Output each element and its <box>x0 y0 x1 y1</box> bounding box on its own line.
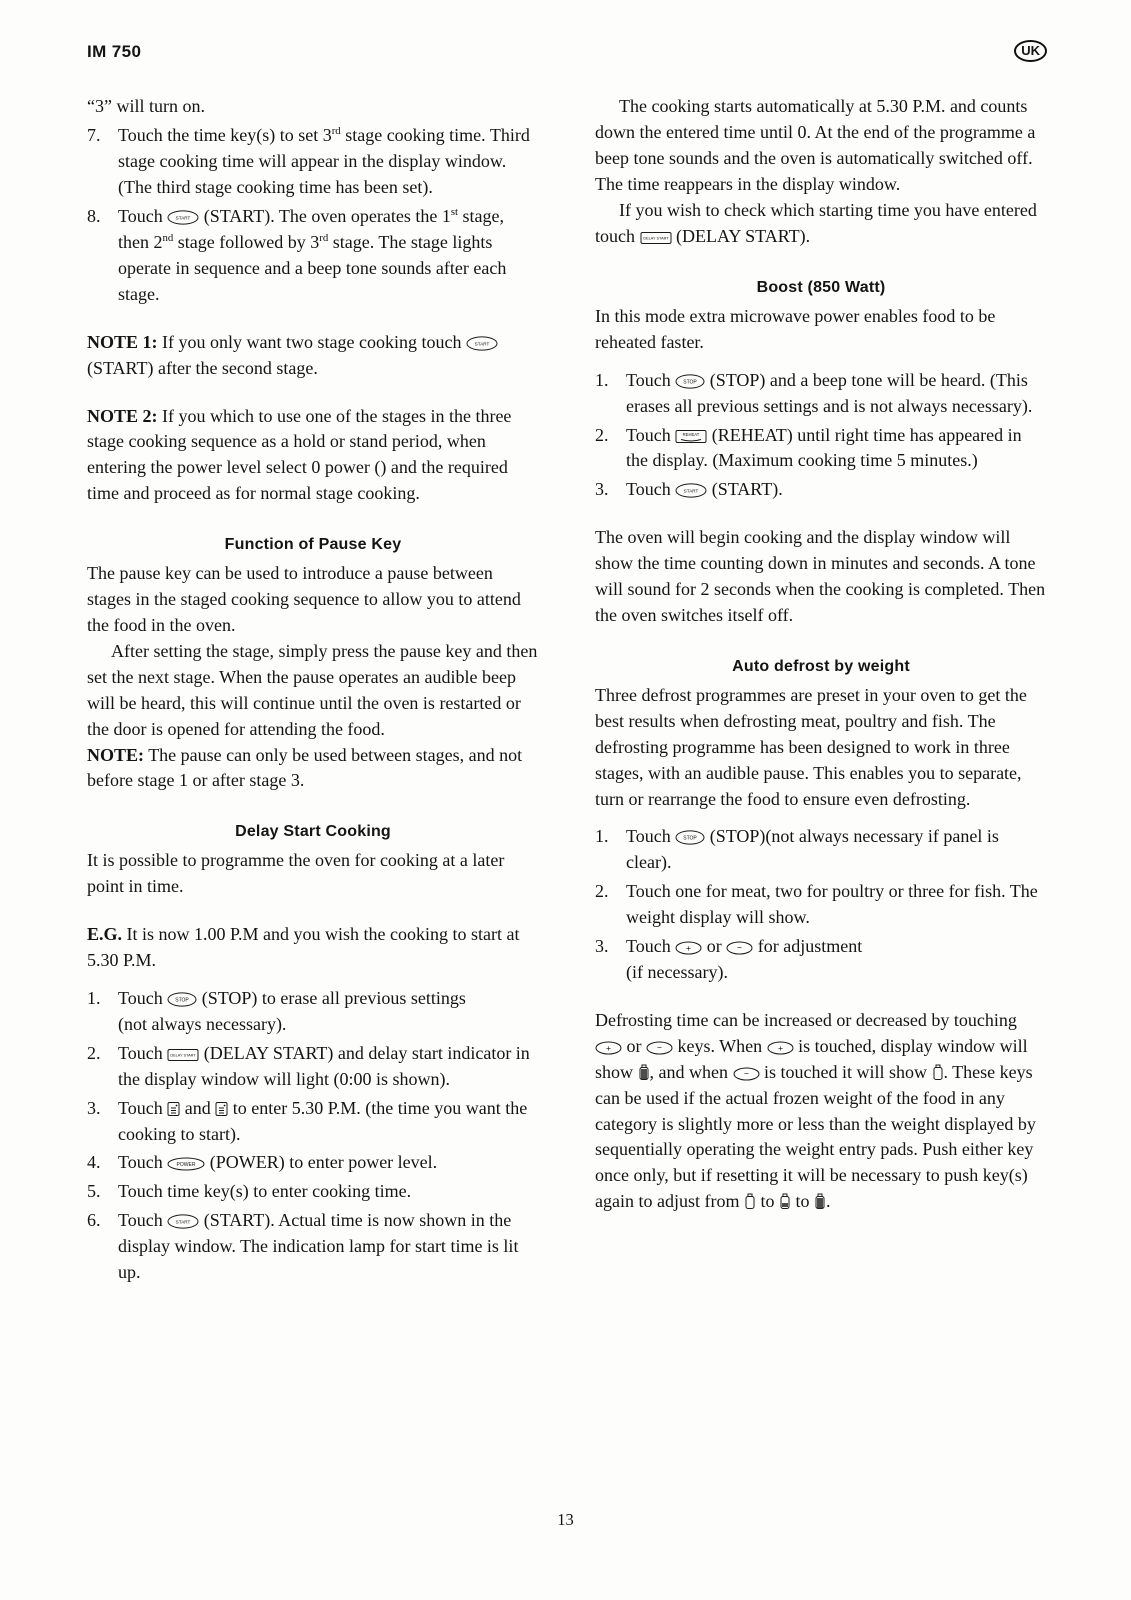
delay-step-6 <box>87 1208 539 1286</box>
step-number: 6. <box>87 1210 101 1231</box>
heading-auto-defrost: Auto defrost by weight <box>732 657 910 675</box>
text-run: for adjustment <box>753 936 863 957</box>
svg-text:POWER: POWER <box>176 1162 196 1169</box>
step-text <box>118 204 539 308</box>
cooking-starts-paragraph: The cooking starts automatically at 5.30 P.M. and counts down the entered time until 0. At the end of the programme a beep tone sounds and the oven is automatically switched off. The time reappears in the display window. <box>595 96 1036 195</box>
note-1 <box>87 330 539 382</box>
step-number: 2. <box>595 424 609 445</box>
right-column <box>595 94 1047 1286</box>
pause-key-paragraph-2: After setting the stage, simply press the pause key and then set the next stage. When the pause operates an audible beep will be heard, this will continue until the oven is restarted or the door is opened for attending the food. <box>87 640 538 739</box>
text-run: (DELAY START) and delay start indicator in the display window will light (0:00 is shown). <box>118 1042 530 1089</box>
text-run: Touch <box>626 936 676 957</box>
defrost-step-1 <box>595 824 1047 876</box>
example-label: E.G. <box>87 924 123 945</box>
text-run: Touch <box>118 206 168 227</box>
start-key-icon <box>675 483 707 498</box>
minus-key-icon <box>733 1067 760 1081</box>
uk-region-badge: UK <box>1014 40 1047 62</box>
ordinal-suffix: rd <box>319 232 329 244</box>
minus-key-icon <box>646 1041 673 1055</box>
step-text <box>118 986 539 1038</box>
example-paragraph <box>87 922 539 974</box>
note-label: NOTE 2: <box>87 405 158 426</box>
step-text <box>118 1150 539 1176</box>
text-run: If you wish to check which starting time you have entered touch <box>595 200 1037 246</box>
ordinal-suffix: st <box>450 206 459 219</box>
text-run: (STOP) to erase all previous settings <box>197 988 466 1008</box>
text-run: (REHEAT) until right time has appeared in the display. (Maximum cooking time 5 minutes.) <box>626 424 1022 471</box>
svg-text:DELAY START: DELAY START <box>170 1053 196 1058</box>
svg-text:−: − <box>657 1042 662 1053</box>
text-run: It is now 1.00 P.M and you wish the cooking to start at 5.30 P.M. <box>87 924 520 971</box>
text-run: . These keys can be used if the actual frozen weight of the food in any category is slightly more or less than the weight displayed by sequentially operating the weight entry pads. Push either key once only, but if resetting it will be necessary to push key(s) again to adjust from <box>595 1061 1036 1212</box>
step-item-8 <box>87 204 539 308</box>
delay-start-intro: It is possible to programme the oven for cooking at a later point in time. <box>87 850 505 897</box>
heading-delay-start-cooking: Delay Start Cooking <box>235 823 391 841</box>
continuation-line: “3” will turn on. <box>87 96 205 117</box>
power-key-icon <box>167 1157 205 1171</box>
step-number: 2. <box>595 881 609 902</box>
step-text <box>118 123 539 201</box>
text-run: Touch <box>626 479 676 500</box>
check-start-time-paragraph <box>595 198 1047 250</box>
svg-text:STOP: STOP <box>175 997 189 1004</box>
svg-text:+: + <box>777 1042 783 1053</box>
text-run: (START). The oven operates the 1 <box>199 206 451 227</box>
text-run: The pause can only be used between stages, and not before stage 1 or after stage 3. <box>87 744 523 791</box>
step-text <box>626 423 1047 475</box>
boost-step-2 <box>595 423 1047 475</box>
text-run: (STOP)(not always necessary if panel is clear). <box>626 826 999 873</box>
text-run: , and when <box>649 1061 733 1082</box>
step-text <box>118 1041 539 1093</box>
step-text: Touch one for meat, two for poultry or three for fish. The weight display will show. <box>626 881 1038 928</box>
note-label: NOTE 1: <box>87 331 158 352</box>
defrost-intro: Three defrost programmes are preset in your oven to get the best results when defrosting meat, poultry and fish. The defrosting programme has been designed to work in three stages, with an audible pause. This enables you to separate, turn or rearrange the food to ensure even defrosting. <box>595 684 1027 809</box>
minus-key-icon <box>726 941 753 955</box>
time-key-icon <box>215 1101 228 1117</box>
text-run: and <box>180 1097 216 1118</box>
svg-text:START: START <box>175 215 191 221</box>
svg-text:START: START <box>175 1219 191 1225</box>
text-run: Touch <box>626 826 676 847</box>
defrost-step-2 <box>595 879 1047 931</box>
delay-step-1 <box>87 986 539 1038</box>
boost-steps <box>595 368 1047 504</box>
text-run: to <box>790 1191 814 1212</box>
defrost-step-3 <box>595 934 1047 986</box>
step-number: 3. <box>595 479 609 500</box>
page-header <box>87 40 1047 64</box>
text-run: (POWER) to enter power level. <box>205 1152 438 1173</box>
text-run: is touched it will show <box>759 1061 932 1082</box>
svg-text:−: − <box>743 1068 749 1079</box>
heading-function-of-pause-key: Function of Pause Key <box>224 536 402 554</box>
text-run: Touch <box>118 1152 168 1173</box>
text-run: Touch <box>118 1210 168 1231</box>
step-text <box>626 824 1047 876</box>
delay-start-key-icon <box>167 1048 199 1062</box>
delay-step-2 <box>87 1041 539 1093</box>
start-key-icon <box>167 210 199 225</box>
text-run: stage followed by 3 <box>173 232 320 252</box>
boost-step-1 <box>595 368 1047 420</box>
text-run: (START) after the second stage. <box>87 357 318 378</box>
step-text: Touch time key(s) to enter cooking time. <box>118 1181 412 1202</box>
step-number: 4. <box>87 1152 101 1173</box>
defrost-level-2-icon <box>779 1193 791 1210</box>
delay-step-5 <box>87 1179 539 1205</box>
reheat-key-icon <box>675 429 707 444</box>
text-run: Touch <box>118 1097 168 1118</box>
plus-key-icon <box>675 941 702 955</box>
text-run: Touch <box>118 1042 168 1063</box>
defrost-adjustment-paragraph <box>595 1008 1047 1215</box>
text-run: Touch <box>626 424 676 445</box>
text-run: keys. When <box>673 1035 767 1056</box>
plus-key-icon <box>767 1041 794 1055</box>
time-key-icon <box>167 1101 180 1117</box>
note-2 <box>87 404 539 508</box>
step-number: 8. <box>87 206 101 227</box>
text-run: . <box>826 1191 831 1212</box>
step-number: 5. <box>87 1181 101 1202</box>
text-run: (START). Actual time is now shown in the display window. The indication lamp for start time is lit up. <box>118 1210 519 1283</box>
svg-text:+: + <box>686 942 692 953</box>
start-key-icon <box>466 336 498 351</box>
text-run: stage, then 2 <box>118 206 504 252</box>
svg-text:STOP: STOP <box>683 835 697 842</box>
step-item-7 <box>87 123 539 201</box>
delay-start-steps <box>87 986 539 1286</box>
svg-text:REHEAT: REHEAT <box>682 431 700 437</box>
plus-key-icon <box>595 1041 622 1055</box>
text-run: or <box>702 936 727 957</box>
text-run: If you only want two stage cooking touch <box>157 331 466 352</box>
svg-text:DELAY START: DELAY START <box>642 236 669 241</box>
svg-text:START: START <box>474 341 490 347</box>
stop-key-icon <box>675 830 705 845</box>
boost-description: The oven will begin cooking and the display window will show the time counting down in minutes and seconds. A tone will sound for 2 seconds when the cooking is completed. Then the oven switches itself off. <box>595 527 1046 625</box>
text-run: is touched, display window will show <box>595 1035 1028 1082</box>
defrost-level-1-icon <box>744 1193 756 1210</box>
delay-step-4 <box>87 1150 539 1176</box>
note-label: NOTE: <box>87 744 145 765</box>
boost-step-3 <box>595 477 1047 503</box>
text-run: (DELAY START). <box>671 226 811 246</box>
heading-boost: Boost (850 Watt) <box>756 278 886 296</box>
text-run: Defrosting time can be increased or decreased by touching <box>595 1009 1017 1030</box>
text-run: Touch the time key(s) to set 3 <box>118 125 332 146</box>
step-text <box>626 934 1047 986</box>
defrost-level-1-icon <box>932 1064 944 1081</box>
text-run: (START). <box>707 479 783 500</box>
stop-key-icon <box>167 992 197 1007</box>
boost-intro: In this mode extra microwave power enables food to be reheated faster. <box>595 305 996 352</box>
svg-text:+: + <box>606 1042 611 1053</box>
svg-text:START: START <box>683 488 699 494</box>
step-text <box>118 1208 539 1286</box>
step-number: 3. <box>87 1097 101 1118</box>
svg-text:−: − <box>737 942 743 953</box>
text-run: (STOP) and a beep tone will be heard. (This erases all previous settings and is not always necessary). <box>626 369 1033 416</box>
ordinal-suffix: rd <box>331 125 341 138</box>
page-number: 13 <box>557 1510 574 1530</box>
text-run: to enter 5.30 P.M. (the time you want the cooking to start). <box>118 1097 528 1144</box>
step-text <box>118 1096 539 1148</box>
text-run: If you which to use one of the stages in the three stage cooking sequence as a hold or stand period, when entering the power level select 0 power () and the required time and proceed as for normal stage cooking. <box>87 405 512 504</box>
text-run: to <box>755 1191 779 1212</box>
note-3 <box>87 743 539 795</box>
text-run: stage cooking time. Third stage cooking time will appear in the display window. (The third stage cooking time has been set). <box>118 125 530 198</box>
text-run: (if necessary). <box>626 962 728 982</box>
step-number: 1. <box>595 369 609 390</box>
document-id: IM 750 <box>87 42 142 61</box>
step-number: 2. <box>87 1042 101 1063</box>
left-column <box>87 94 539 1286</box>
text-run: Touch <box>626 369 676 390</box>
step-text <box>626 477 1047 503</box>
delay-start-key-icon <box>640 231 672 245</box>
step-number: 7. <box>87 125 101 146</box>
text-run: (not always necessary). <box>118 1013 287 1034</box>
ordinal-suffix: nd <box>162 232 174 244</box>
step-number: 1. <box>87 988 101 1008</box>
pause-key-paragraph-1: The pause key can be used to introduce a pause between stages in the staged cooking sequence to allow you to attend the food in the oven. <box>87 563 521 635</box>
defrost-steps <box>595 824 1047 985</box>
text-run: Touch <box>118 988 168 1008</box>
defrost-level-3-icon <box>814 1193 826 1210</box>
step-number: 1. <box>595 826 609 847</box>
delay-step-3 <box>87 1096 539 1148</box>
step-text <box>626 368 1047 420</box>
start-key-icon <box>167 1214 199 1229</box>
defrost-level-3-icon <box>638 1064 650 1081</box>
text-run: or <box>622 1035 646 1056</box>
step-number: 3. <box>595 936 609 957</box>
stop-key-icon <box>675 374 705 389</box>
text-run: stage. The stage lights operate in sequence and a beep tone sounds after each stage. <box>118 232 507 304</box>
two-column-body <box>87 94 1047 1286</box>
svg-text:STOP: STOP <box>683 379 697 386</box>
